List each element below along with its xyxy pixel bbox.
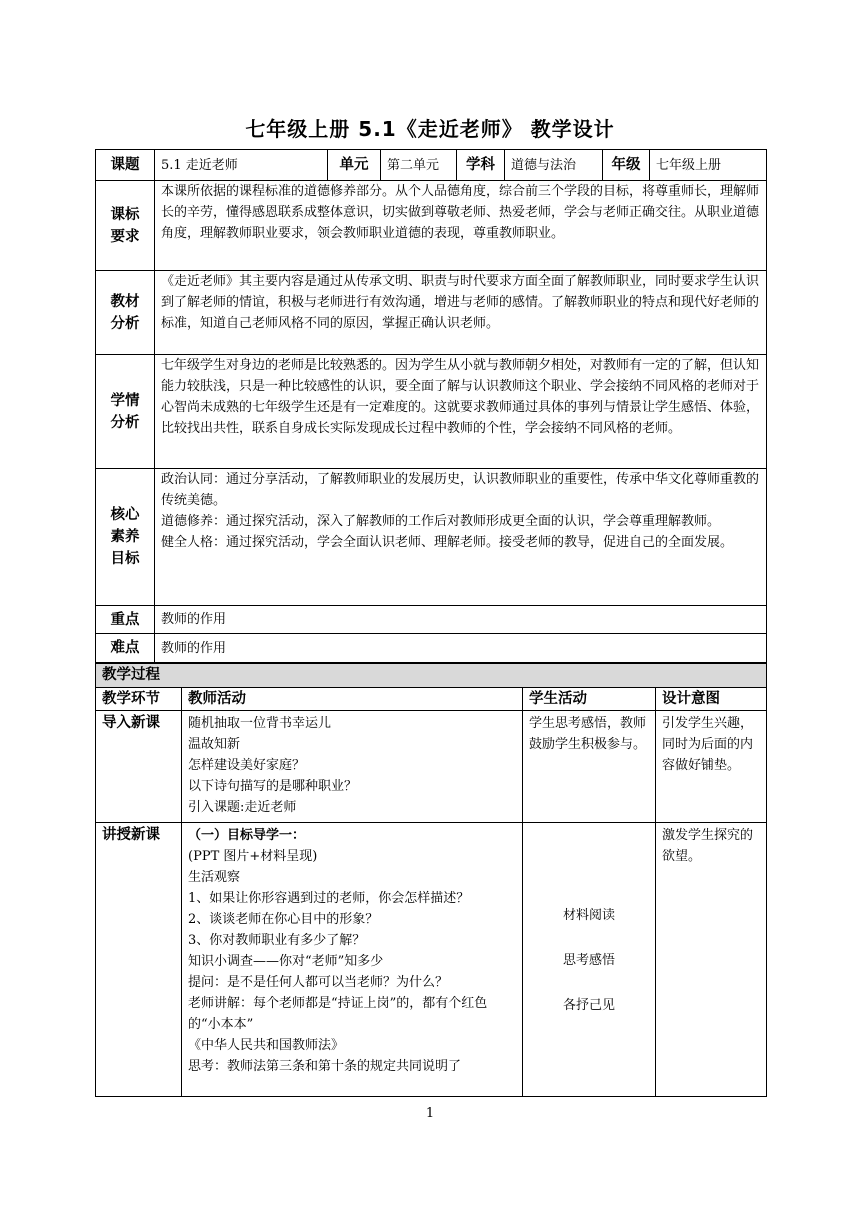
topic-value: 5.1 走近老师 — [155, 150, 328, 181]
intro-stage: 导入新课 — [96, 711, 182, 823]
intro-teacher: 随机抽取一位背书幸运儿 温故知新 怎样建设美好家庭？ 以下诗句描写的是哪种职业？ 引入课题:走近老师 — [182, 711, 523, 823]
material-text: 《走近老师》其主要内容是通过从传承文明、职责与时代要求方面全面了解教师职业，同时要求学生认识到了解老师的情谊，积极与老师进行有效沟通，增进与老师的感情。了解教师职业的特点和现代好老师的标准，知道自己老师风格不同的原因，掌握正确认识老师。 — [155, 271, 767, 355]
standards-text: 本课所依据的课程标准的道德修养部分。从个人品德角度，综合前三个学段的目标，将尊重师长，理解师长的辛劳，懂得感恩联系成整体意识，切实做到尊敬老师、热爱老师，学会与老师正确交往。从职业道德角度，理解教师职业要求，领会教师职业道德的表现，尊重教师职业。 — [155, 181, 767, 271]
unit-label: 单元 — [328, 150, 381, 181]
intro-student: 学生思考感悟，教师鼓励学生积极参与。 — [523, 711, 656, 823]
new-lesson-heading: （一）目标导学一： — [188, 828, 306, 843]
process-header: 教学过程 — [96, 664, 767, 688]
core-row — [96, 469, 767, 606]
column-student: 学生活动 — [523, 688, 656, 711]
subject-label: 学科 — [457, 150, 505, 181]
topic-label: 课题 — [96, 150, 155, 181]
students-row — [96, 355, 767, 469]
column-intent: 设计意图 — [656, 688, 767, 711]
difficult-row — [96, 634, 767, 663]
lesson-info-table — [95, 149, 767, 663]
standards-row — [96, 181, 767, 271]
unit-value: 第二单元 — [381, 150, 457, 181]
core-line: 健全人格：通过探究活动，学会全面认识老师、理解老师。接受老师的教导，促进自己的全面发展。 — [161, 535, 734, 550]
grade-value: 七年级上册 — [650, 150, 767, 181]
material-row — [96, 271, 767, 355]
core-line: 政治认同：通过分享活动，了解教师职业的发展历史，认识教师职业的重要性，传承中华文化尊师重教的传统美德。 — [161, 472, 760, 508]
new-lesson-row — [96, 823, 767, 1097]
material-label: 教材 分析 — [96, 271, 155, 355]
intro-row — [96, 711, 767, 823]
info-row — [96, 150, 767, 181]
document-title: 七年级上册 5.1《走近老师》 教学设计 — [245, 117, 615, 141]
column-teacher: 教师活动 — [182, 688, 523, 711]
process-header-row — [96, 664, 767, 688]
new-lesson-intent: 激发学生探究的欲望。 — [656, 823, 767, 1097]
difficult-text: 教师的作用 — [155, 634, 767, 663]
key-label: 重点 — [96, 606, 155, 634]
grade-label: 年级 — [603, 150, 650, 181]
difficult-label: 难点 — [96, 634, 155, 663]
standards-label: 课标 要求 — [96, 181, 155, 271]
subject-value: 道德与法治 — [505, 150, 603, 181]
key-text: 教师的作用 — [155, 606, 767, 634]
new-lesson-student: 材料阅读 思考感悟 各抒己见 — [523, 823, 656, 1097]
core-line: 道德修养：通过探究活动，深入了解教师的工作后对教师形成更全面的认识，学会尊重理解教师。 — [161, 514, 721, 529]
teaching-process-table — [95, 663, 767, 1097]
new-lesson-stage: 讲授新课 — [96, 823, 182, 1097]
core-text — [155, 469, 767, 606]
core-label: 核心 素养 目标 — [96, 469, 155, 606]
students-label: 学情 分析 — [96, 355, 155, 469]
key-row — [96, 606, 767, 634]
new-lesson-teacher: （一）目标导学一： (PPT 图片+材料呈现) 生活观察 1、如果让你形容遇到过的老师，你会怎样描述？ 2、谈谈老师在你心目中的形象？ 3、你对教师职业有多少了解？ 知识小调查——你对“老师”知多少 提问：是不是任何人都可以当老师？为什么？ 老师讲解：每个老师都是“持证上岗”的，都有个红色的“小本本” 《中华人民共和国教师法》 思考：教师法第三条和第十条的规定共同说明了 — [182, 823, 523, 1097]
process-columns-row — [96, 688, 767, 711]
column-stage: 教学环节 — [96, 688, 182, 711]
page-number: 1 — [425, 1106, 435, 1121]
intro-intent: 引发学生兴趣，同时为后面的内容做好铺垫。 — [656, 711, 767, 823]
students-text: 七年级学生对身边的老师是比较熟悉的。因为学生从小就与教师朝夕相处，对教师有一定的了解，但认知能力较肤浅，只是一种比较感性的认识，要全面了解与认识教师这个职业、学会接纳不同风格的老师对于心智尚未成熟的七年级学生还是有一定难度的。这就要求教师通过具体的事列与情景让学生感悟、体验，比较找出共性，联系自身成长实际发现成长过程中教师的个性，学会接纳不同风格的老师。 — [155, 355, 767, 469]
